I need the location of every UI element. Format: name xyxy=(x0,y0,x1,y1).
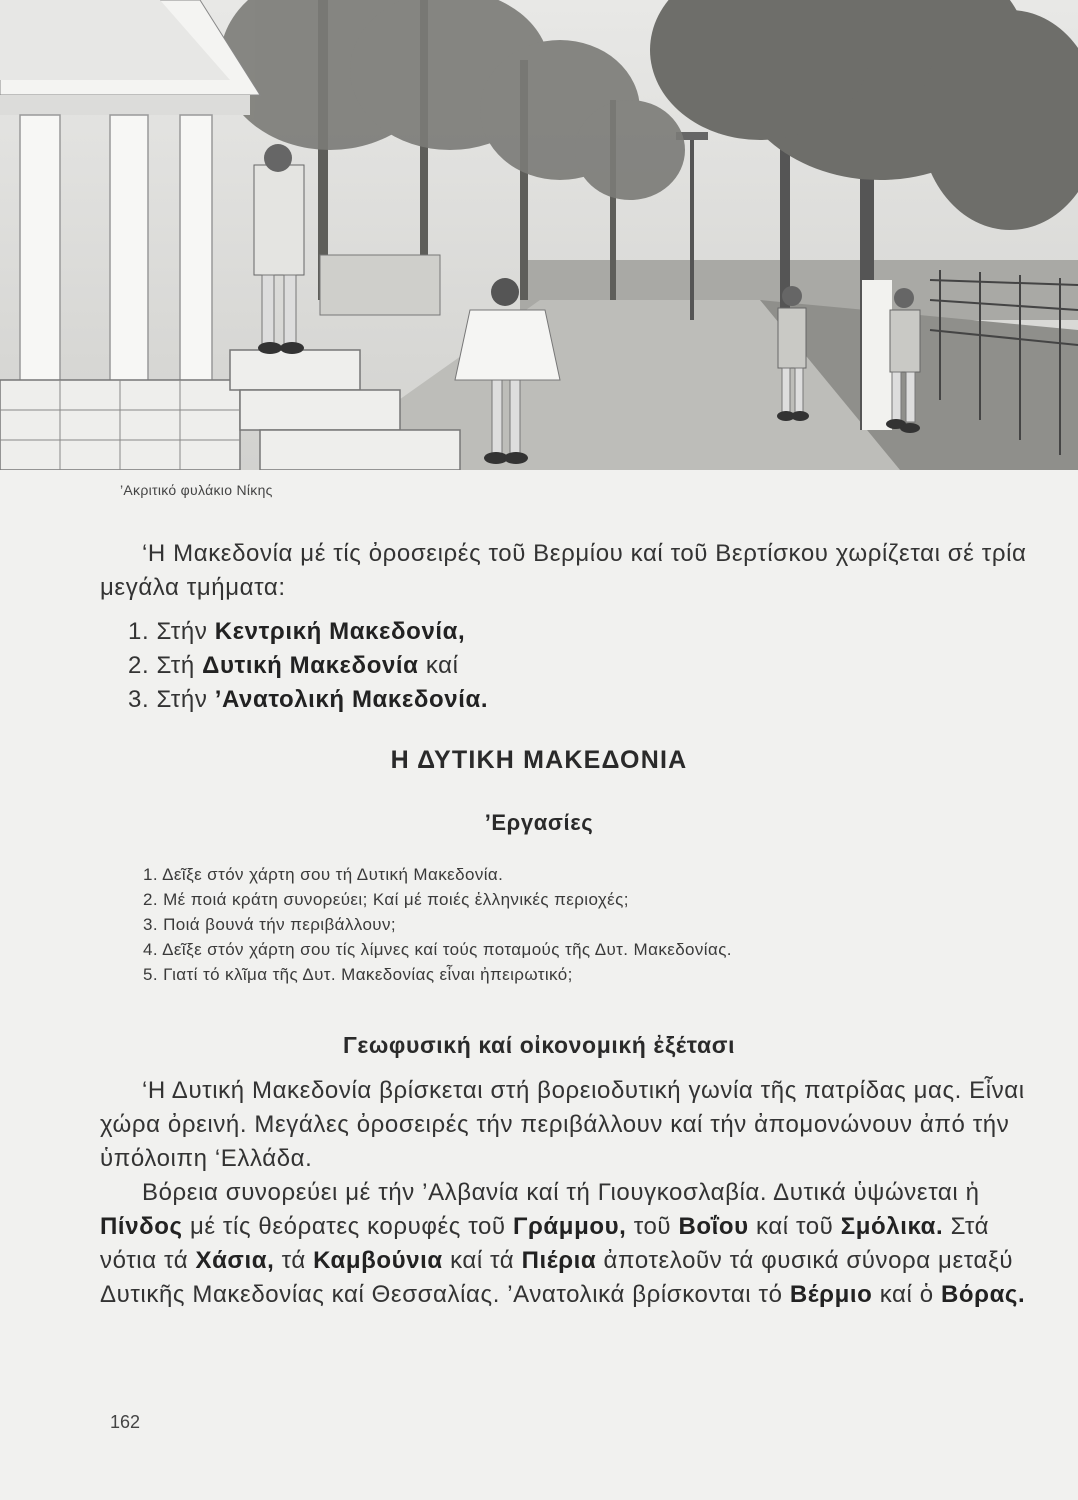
mountain-name: Σμόλικα. xyxy=(840,1213,944,1240)
exercise-item: 5. Γιατί τό κλῖμα τῆς Δυτ. Μακεδονίας εἶναι ἠπειρωτικό; xyxy=(143,965,573,984)
list-text: Στήν xyxy=(156,686,208,713)
macedonia-parts-list xyxy=(128,615,488,717)
text-run: Στά νότια τά xyxy=(100,1213,990,1274)
exercise-item: 3. Ποιά βουνά τήν περιβάλλουν; xyxy=(143,915,397,934)
page-number: 162 xyxy=(110,1412,141,1432)
mountain-name: Βέρμιο xyxy=(789,1281,873,1308)
geo-title: Γεωφυσική καί οἰκονομική ἐξέτασι xyxy=(342,1032,736,1058)
geo-paragraph-2 xyxy=(100,1176,1035,1312)
text-run: Βόρεια συνορεύει μέ τήν ’Αλβανία καί τή Γιουγκοσλαβία. Δυτικά ὑψώνεται ἡ xyxy=(142,1179,980,1206)
mountain-name: Βόρας. xyxy=(940,1281,1026,1308)
list-text: Στήν xyxy=(156,618,208,645)
list-bold: ’Ανατολική Μακεδονία. xyxy=(214,686,489,713)
exercise-item: 4. Δεῖξε στόν χάρτη σου τίς λίμνες καί τούς ποταμούς τῆς Δυτ. Μακεδονίας. xyxy=(143,940,732,959)
list-number: 3. xyxy=(128,686,150,713)
exercise-item: 2. Μέ ποιά κράτη συνορεύει; Καί μέ ποιές ἑλληνικές περιοχές; xyxy=(143,890,629,909)
geo-paragraph-1: ‘Η Δυτική Μακεδονία βρίσκεται στή βορειοδυτική γωνία τῆς πατρίδας μας. Εἶναι χώρα ὀρεινή. Μεγάλες ὀροσειρές τήν περιβάλλουν καί τήν ἀπομονώνουν ἀπό τήν ὑπόλοιπη ‘Ελλάδα. xyxy=(100,1077,1025,1172)
exercises-title: ’Εργασίες xyxy=(484,810,594,835)
intro-paragraph: ‘Η Μακεδονία μέ τίς ὀροσειρές τοῦ Βερμίου καί τοῦ Βερτίσκου χωρίζεται σέ τρία μεγάλα τμήματα: xyxy=(100,540,1027,601)
photograph xyxy=(0,0,1078,470)
mountain-name: Καμβούνια xyxy=(313,1247,443,1274)
photo-caption: ’Ακριτικό φυλάκιο Νίκης xyxy=(120,482,273,498)
list-number: 1. xyxy=(128,618,150,645)
list-item xyxy=(128,615,488,649)
border-post-photo xyxy=(0,0,1078,470)
mountain-name: Πιέρια xyxy=(521,1247,597,1274)
list-post: καί xyxy=(425,652,459,679)
mountain-name: Χάσια, xyxy=(195,1247,275,1274)
list-number: 2. xyxy=(128,652,150,679)
mountain-name: Πίνδος xyxy=(100,1213,183,1240)
mountain-name: Γράμμου, xyxy=(512,1213,627,1240)
exercise-item: 1. Δεῖξε στόν χάρτη σου τή Δυτική Μακεδονία. xyxy=(143,865,504,884)
list-bold: Δυτική Μακεδονία xyxy=(202,652,419,679)
text-run: καί ὁ xyxy=(879,1281,934,1308)
list-item xyxy=(128,683,488,717)
text-run: τοῦ xyxy=(633,1213,672,1240)
text-run: τά xyxy=(281,1247,306,1274)
section-title: Η ΔΥΤΙΚΗ ΜΑΚΕΔΟΝΙΑ xyxy=(390,746,688,774)
mountain-name: Βοΐου xyxy=(678,1213,749,1240)
list-item xyxy=(128,649,488,683)
text-run: ἀποτελοῦν τά φυσικά σύνορα μεταξύ Δυτικῆς Μακεδονίας καί Θεσσαλίας. ’Ανατολικά βρίσκονται τό xyxy=(100,1247,1014,1308)
list-bold: Κεντρική Μακεδονία, xyxy=(214,618,466,645)
text-run: καί τοῦ xyxy=(756,1213,834,1240)
exercises-list xyxy=(143,862,732,987)
text-run: καί τά xyxy=(450,1247,515,1274)
list-text: Στή xyxy=(156,652,195,679)
text-run: μέ τίς θεόρατες κορυφές τοῦ xyxy=(189,1213,506,1240)
